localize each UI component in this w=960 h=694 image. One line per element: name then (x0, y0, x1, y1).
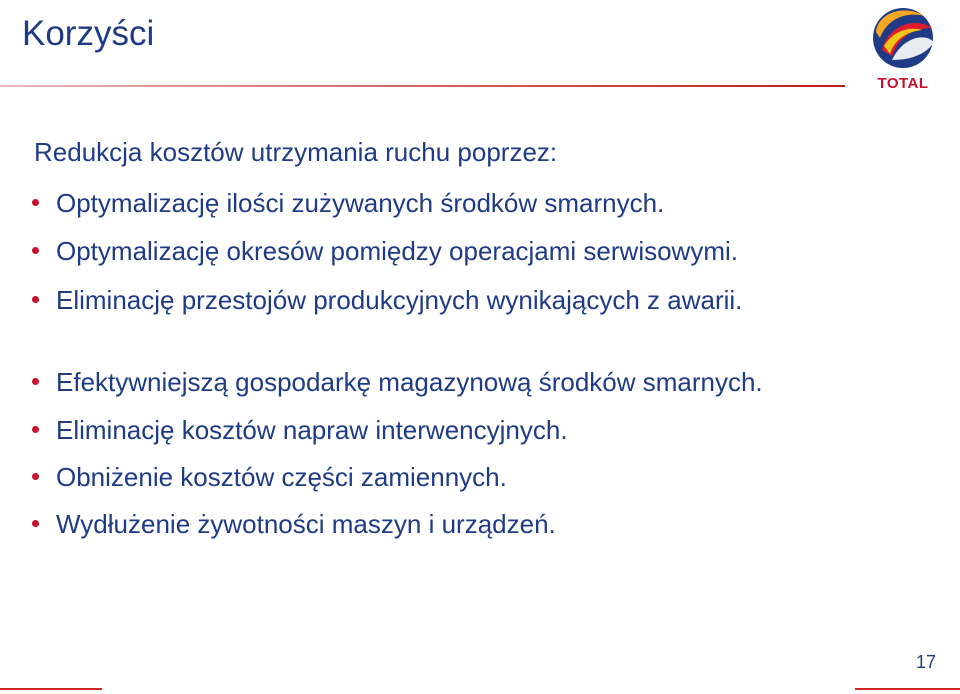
footer-rule-right (855, 688, 960, 690)
title-rule (0, 85, 845, 87)
list-item (56, 460, 946, 494)
bullet-dot (32, 473, 39, 480)
logo-wordmark: TOTAL (877, 75, 929, 92)
total-logo-icon (862, 2, 944, 74)
bullet-dot (32, 247, 39, 254)
footer-rule-left (0, 688, 102, 690)
bullet-dot (32, 378, 39, 385)
list-item-text: Eliminację kosztów napraw interwencyjnych. (56, 415, 568, 445)
bullet-dot (32, 296, 39, 303)
page-number: 17 (915, 652, 936, 672)
list-item-text: Eliminację przestojów produkcyjnych wynikających z awarii. (56, 285, 743, 315)
list-item-text: Efektywniejszą gospodarkę magazynową środków smarnych. (56, 367, 763, 397)
slide-title: Korzyści (22, 14, 155, 53)
list-item-text: Optymalizację ilości zużywanych środków smarnych. (56, 188, 665, 218)
bullet-dot (32, 199, 39, 206)
total-logo (862, 2, 944, 94)
list-item-text: Obniżenie kosztów części zamiennych. (56, 462, 507, 492)
section-heading: Redukcja kosztów utrzymania ruchu poprzez: (34, 137, 558, 167)
bullet-dot (32, 426, 39, 433)
list-item (56, 186, 946, 220)
list-item (56, 365, 946, 399)
list-item (56, 234, 946, 268)
list-item-text: Optymalizację okresów pomiędzy operacjami serwisowymi. (56, 236, 738, 266)
list-item (56, 283, 816, 317)
bullet-dot (32, 520, 39, 527)
list-item (56, 413, 946, 447)
list-item-text: Wydłużenie żywotności maszyn i urządzeń. (56, 509, 556, 539)
list-item (56, 507, 946, 541)
